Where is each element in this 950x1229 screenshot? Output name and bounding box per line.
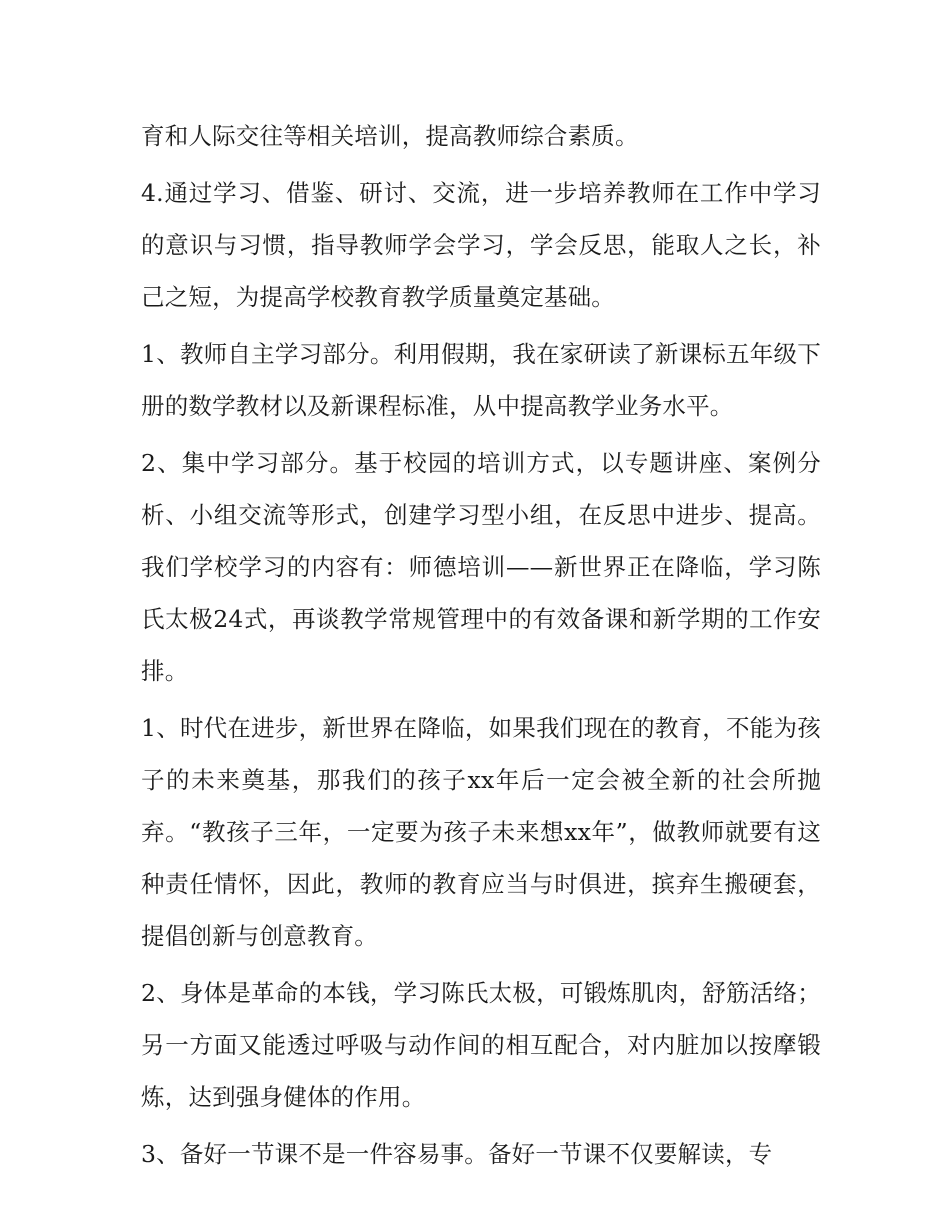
paragraph: 1、教师自主学习部分。利用假期，我在家研读了新课标五年级下册的数学教材以及新课程标准，从中提高教学业务水平。 (141, 340, 821, 420)
paragraph: 2、身体是革命的本钱，学习陈氏太极，可锻炼肌肉，舒筋活络；另一方面又能透过呼吸与动作间的相互配合，对内脏加以按摩锻炼，达到强身健体的作用。 (141, 979, 821, 1111)
paragraph: 3、备好一节课不是一件容易事。备好一节课不仅要解读，专 (141, 1140, 773, 1168)
paragraph: 4.通过学习、借鉴、研讨、交流，进一步培养教师在工作中学习的意识与习惯，指导教师学会学习，学会反思，能取人之长，补己之短，为提高学校教育教学质量奠定基础。 (141, 179, 821, 311)
paragraph: 1、时代在进步，新世界在降临，如果我们现在的教育，不能为孩子的未来奠基，那我们的孩子xx年后一定会被全新的社会所抛弃。“教孩子三年，一定要为孩子未来想xx年”，做教师就要有这种责任情怀，因此，教师的教育应当与时俱进，摈弃生搬硬套，提倡创新与创意教育。 (141, 714, 821, 950)
paragraph: 2、集中学习部分。基于校园的培训方式，以专题讲座、案例分析、小组交流等形式，创建学习型小组，在反思中进步、提高。我们学校学习的内容有：师德培训——新世界正在降临，学习陈氏太极24式，再谈教学常规管理中的有效备课和新学期的工作安排。 (141, 449, 821, 685)
paragraph: 育和人际交往等相关培训，提高教师综合素质。 (141, 122, 639, 150)
document-body (141, 110, 821, 1185)
